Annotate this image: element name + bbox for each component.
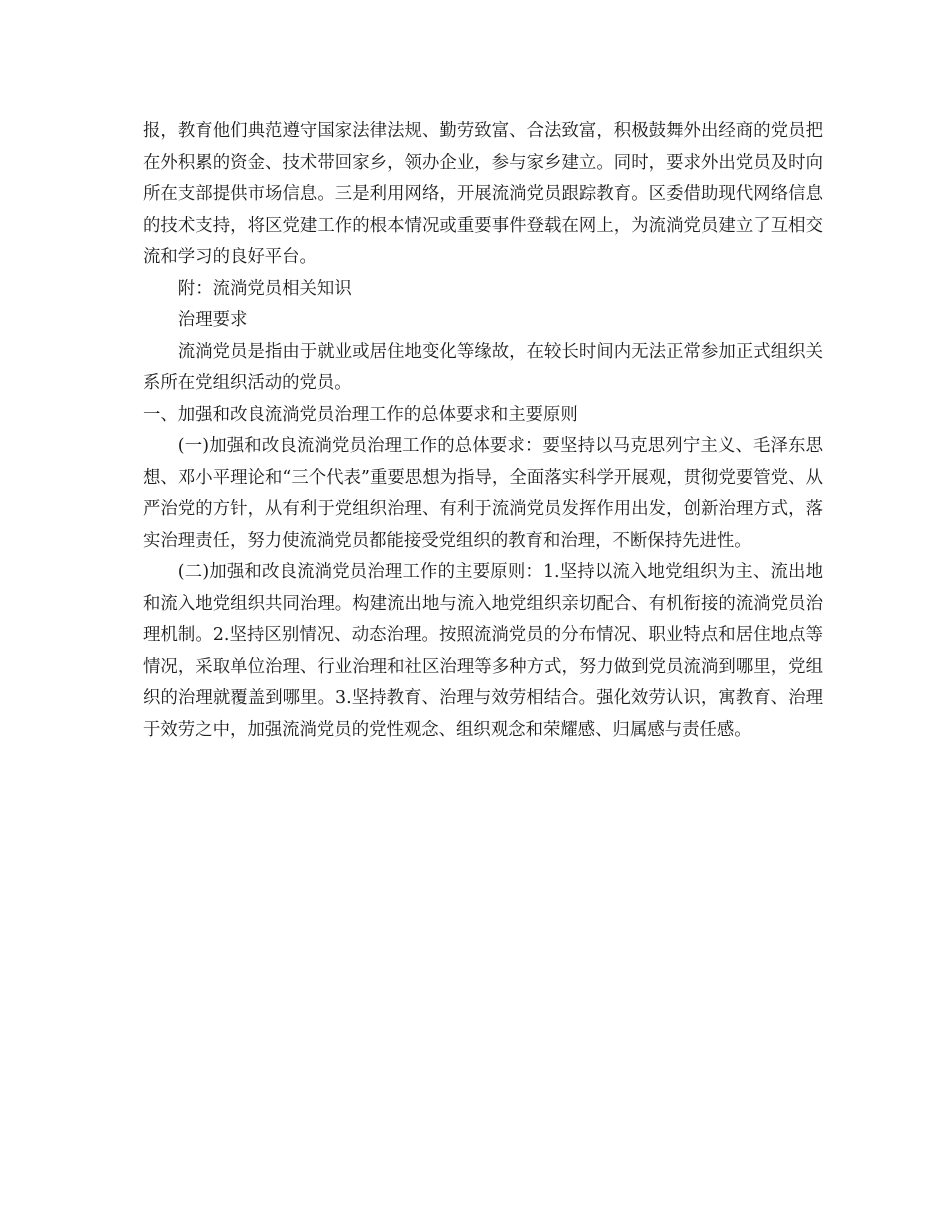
paragraph-general-requirements: (一)加强和改良流淌党员治理工作的总体要求：要坚持以马克思列宁主义、毛泽东思想、邓小平理论和“三个代表”重要思想为指导，全面落实科学开展观，贯彻党要管党、从严治党的方针，从有利于党组织治理、有利于流淌党员发挥作用出发，创新治理方式，落实治理责任，努力使流淌党员都能接受党组织的教育和治理，不断保持先进性。 xyxy=(143,436,823,551)
section-heading-requirements: 治理要求 xyxy=(177,310,248,330)
paragraph-continuation: 报，教育他们典范遵守国家法律法规、勤劳致富、合法致富，积极鼓舞外出经商的党员把在外积累的资金、技术带回家乡，领办企业，参与家乡建立。同时，要求外出党员及时向所在支部提供市场信息。三是利用网络，开展流淌党员跟踪教育。区委借助现代网络信息的技术支持，将区党建工作的根本情况或重要事件登载在网上，为流淌党员建立了互相交流和学习的良好平台。 xyxy=(143,121,823,267)
paragraph-definition: 流淌党员是指由于就业或居住地变化等缘故，在较长时间内无法正常参加正式组织关系所在党组织活动的党员。 xyxy=(143,341,823,393)
section-heading-1: 一、加强和改良流淌党员治理工作的总体要求和主要原则 xyxy=(143,404,578,425)
appendix-heading: 附：流淌党员相关知识 xyxy=(177,278,352,299)
paragraph-main-principles: (二)加强和改良流淌党员治理工作的主要原则：1.坚持以流入地党组织为主、流出地和流入地党组织共同治理。构建流出地与流入地党组织亲切配合、有机衔接的流淌党员治理机制。2.坚持区别情况、动态治理。按照流淌党员的分布情况、职业特点和居住地点等情况，采取单位治理、行业治理和社区治理等多种方式，努力做到党员流淌到哪里，党组织的治理就覆盖到哪里。3.坚持教育、治理与效劳相结合。强化效劳认识，寓教育、治理于效劳之中，加强流淌党员的党性观念、组织观念和荣耀感、归属感与责任感。 xyxy=(143,562,823,740)
document-body xyxy=(143,116,823,746)
